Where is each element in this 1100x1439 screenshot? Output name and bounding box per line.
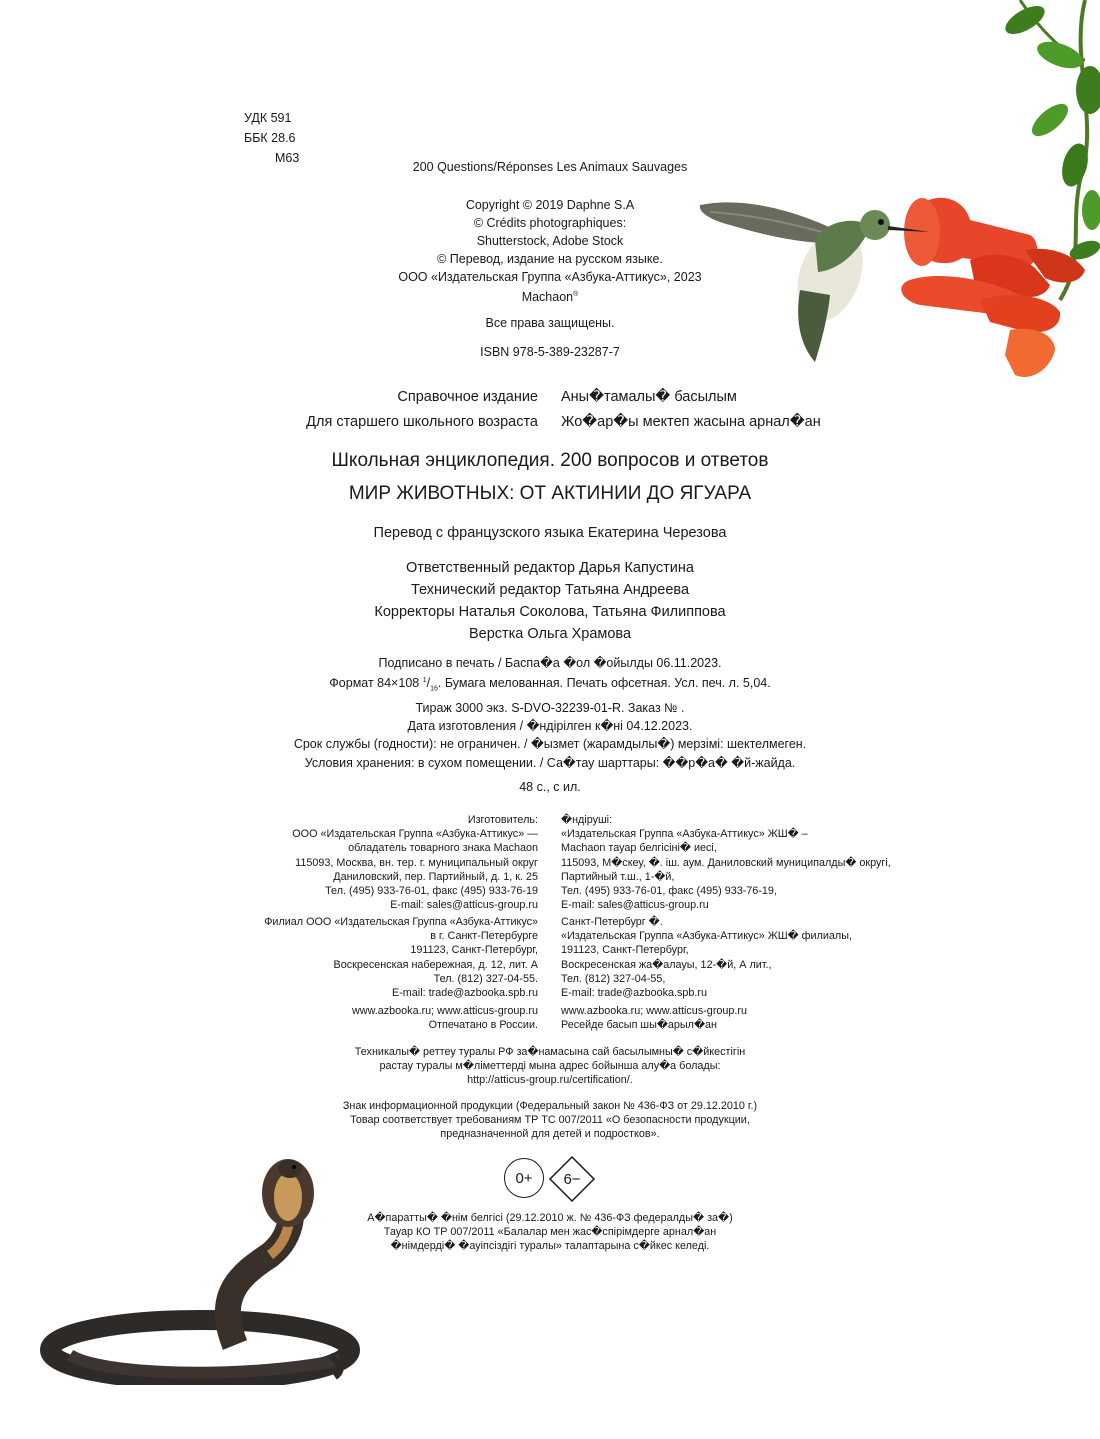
book-title: МИР ЖИВОТНЫХ: ОТ АКТИНИИ ДО ЯГУАРА (348, 483, 752, 504)
author-mark: М63 (275, 151, 300, 165)
manufacturer-email-ru: E-mail: sales@atticus-group.ru (390, 899, 538, 912)
storage-conditions: Условия хранения: в сухом помещении. / Са�тау шарттары: ��р�а� �й-жайда. (304, 755, 796, 770)
branch-email-kz: E-mail: trade@azbooka.spb.ru (561, 987, 707, 1000)
manufacturer-email-kz: E-mail: sales@atticus-group.ru (561, 899, 709, 912)
registered-mark: ® (573, 291, 579, 298)
staff-line: Технический редактор Татьяна Андреева (410, 582, 690, 598)
websites-ru: www.azbooka.ru; www.atticus-group.ru Отпечатано в России. (351, 1005, 538, 1032)
branch-email-ru: E-mail: trade@azbooka.spb.ru (392, 987, 538, 1000)
age-group-ru: Для старшего школьного возраста (306, 414, 538, 430)
original-title: 200 Questions/Réponses Les Animaux Sauvages (412, 160, 688, 174)
age-mark-label: 6− (563, 1170, 581, 1188)
translator-credit: Перевод с французского языка Екатерина Черезова (373, 525, 727, 541)
copyright-line (0, 286, 1100, 306)
cobra-image (40, 1155, 370, 1385)
copyright-block (0, 196, 1100, 306)
copyright-line: Copyright © 2019 Daphne S.A (465, 198, 635, 212)
classification-codes (244, 108, 299, 168)
format-line: Формат 84×108 $^1/_{16}$. Бумага мелованная. Печать офсетная. Усл. печ. л. 5,04. (329, 676, 771, 693)
page-count: 48 с., с ил. (519, 780, 581, 794)
manufacturer-ru: Изготовитель: ООО «Издательская Группа «Азбука-Аттикус» — обладатель товарного знака Machaon 115093, Москва, вн. тер. г. муниципальный округ Даниловский, пер. Партийный, д. 1, к. 25 Тел. (495) 933-76-01, факс (495) 933-76-19 E-mail: sales@atticus-group.ru (292, 814, 538, 912)
book-series-title: Школьная энциклопедия. 200 вопросов и ответов (331, 450, 769, 471)
branch-kz: Санкт-Петербург �. «Издательская Группа «Азбука-Аттикус» ЖШ� филиалы, 191123, Санкт-Петербург, Воскресенская жа�алауы, 12-�й, А лит., Тел. (812) 327-04-55, E-mail: trade@azbooka.spb.ru (561, 916, 852, 1000)
copyright-line: ООО «Издательская Группа «Азбука-Аттикус», 2023 (398, 270, 702, 284)
copyright-line: © Crédits photographiques: (473, 216, 627, 230)
bbk-code: ББК 28.6 (244, 131, 296, 145)
service-life: Срок службы (годности): не ограничен. / �ызмет (жарамдылы�) мерзімі: шектелмеген. (293, 737, 807, 752)
website-links: www.azbooka.ru; www.atticus-group.ru (561, 1005, 748, 1017)
edition-type-kz: Аны�тамалы� басылым (561, 389, 737, 405)
staff-line: Верстка Ольга Храмова (468, 626, 632, 642)
age-mark-badge (548, 1155, 596, 1203)
copyright-line: © Перевод, издание на русском языке. (437, 252, 663, 266)
udk-code: УДК 591 (244, 111, 292, 125)
info-product-notice: Знак информационной продукции (Федеральный закон № 436-ФЗ от 29.12.2010 г.) Товар соответствует требованиям ТР ТС 007/2011 «О безопасности продукции, предназначенной для детей и подростков». (342, 1100, 758, 1141)
brand-name: Machaon (521, 290, 574, 305)
signed-date: Подписано в печать / Баспа�а �ол �ойылды 06.11.2023. (378, 656, 722, 670)
age-rating-badge: 0+ (504, 1158, 544, 1198)
staff-line: Корректоры Наталья Соколова, Татьяна Филиппова (374, 604, 726, 620)
print-info (0, 654, 1100, 772)
certification-link: http://atticus-group.ru/certification/. (467, 1074, 633, 1087)
print-run: Тираж 3000 экз. S-DVO-32239-01-R. Заказ № . (415, 701, 685, 716)
staff-line: Ответственный редактор Дарья Капустина (406, 560, 694, 576)
editorial-staff (0, 557, 1100, 645)
tech-regulation: Техникалы� реттеу туралы РФ за�намасына сай басылымны� с�йкестігін растау туралы м�ліметтерді мына адрес бойынша алу�а болады: http://atticus-group.ru/certification/. (0, 1045, 1100, 1088)
branch-ru: Филиал ООО «Издательская Группа «Азбука-Аттикус» в г. Санкт-Петербурге 191123, Санкт-Петербург, Воскресенская набережная, д. 12, лит. А Тел. (812) 327-04-55. E-mail: trade@azbooka.spb.ru (264, 916, 538, 1000)
copyright-line: Shutterstock, Adobe Stock (476, 234, 624, 248)
age-group-kz: Жо�ар�ы мектеп жасына арнал�ан (561, 414, 821, 430)
isbn: ISBN 978-5-389-23287-7 (480, 345, 620, 359)
manufacturer-kz: �ндіруші: «Издательская Группа «Азбука-Аттикус» ЖШ� – Machaon тауар белгісіні� иесі, 115093, М�скеу, �. іш. аум. Даниловский муниципалды� округі, Партийный т.ш., 1-�й, Тел. (495) 933-76-01, факс (495) 933-76-19, E-mail: sales@atticus-group.ru (561, 814, 891, 912)
kazakh-info-notice: А�паратты� �нім белгісі (29.12.2010 ж. № 436-ФЗ федералды� за�) Тауар КО ТР 007/2011 «Балалар мен жас�спірімдерге арнал�ан �німдерді� �ауіпсіздігі туралы» талаптарына с�йкес келеді. (367, 1212, 733, 1253)
edition-type-ru: Справочное издание (397, 389, 538, 405)
website-links: www.azbooka.ru; www.atticus-group.ru (351, 1005, 538, 1017)
rights-reserved: Все права защищены. (485, 316, 615, 330)
manufacture-date: Дата изготовления / �ндірілген к�ні 04.12.2023. (407, 719, 693, 734)
websites-kz: www.azbooka.ru; www.atticus-group.ru Ресейде басып шы�арыл�ан (561, 1005, 748, 1032)
